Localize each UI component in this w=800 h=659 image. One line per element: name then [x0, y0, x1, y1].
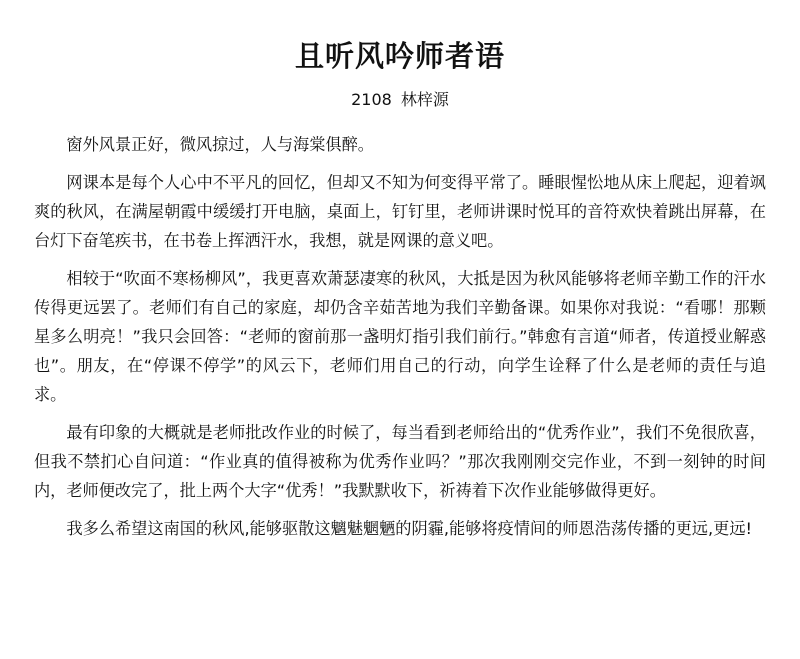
- paragraph: 最有印象的大概就是老师批改作业的时候了，每当看到老师给出的“优秀作业”，我们不免很欣喜，但我不禁扪心自问道：“作业真的值得被称为优秀作业吗？”那次我刚刚交完作业，不到一刻钟的时间内，老师便改完了，批上两个大字“优秀！”我默默收下，祈祷着下次作业能够做得更好。: [34, 423, 766, 500]
- paragraph: 我多么希望这南国的秋风,能够驱散这魑魅魍魉的阴霾,能够将疫情间的师恩浩荡传播的更远,更远!: [66, 519, 753, 538]
- author-class: 2108: [351, 90, 392, 109]
- page-title: 且听风吟师者语: [294, 39, 505, 73]
- paragraph: 相较于“吹面不寒杨柳风”，我更喜欢萧瑟凄寒的秋风，大抵是因为秋风能够将老师辛勤工作的汗水传得更远罢了。老师们有自己的家庭，却仍含辛茹苦地为我们辛勤备课。如果你对我说：“看哪！那颗星多么明亮！”我只会回答：“老师的窗前那一盏明灯指引我们前行。”韩愈有言道“师者，传道授业解惑也”。朋友，在“停课不停学”的风云下，老师们用自己的行动，向学生诠释了什么是老师的责任与追求。: [34, 269, 766, 404]
- paragraph: 网课本是每个人心中不平凡的回忆，但却又不知为何变得平常了。睡眼惺忪地从床上爬起，迎着飒爽的秋风，在满屋朝霞中缓缓打开电脑，桌面上，钉钉里，老师讲课时悦耳的音符欢快着跳出屏幕，在台灯下奋笔疾书，在书卷上挥洒汗水，我想，就是网课的意义吧。: [34, 173, 766, 250]
- essay-body: [34, 130, 766, 543]
- author-byline: [34, 90, 766, 110]
- paragraph: 窗外风景正好，微风掠过，人与海棠俱醉。: [66, 135, 374, 154]
- author-name: 林梓源: [400, 90, 449, 109]
